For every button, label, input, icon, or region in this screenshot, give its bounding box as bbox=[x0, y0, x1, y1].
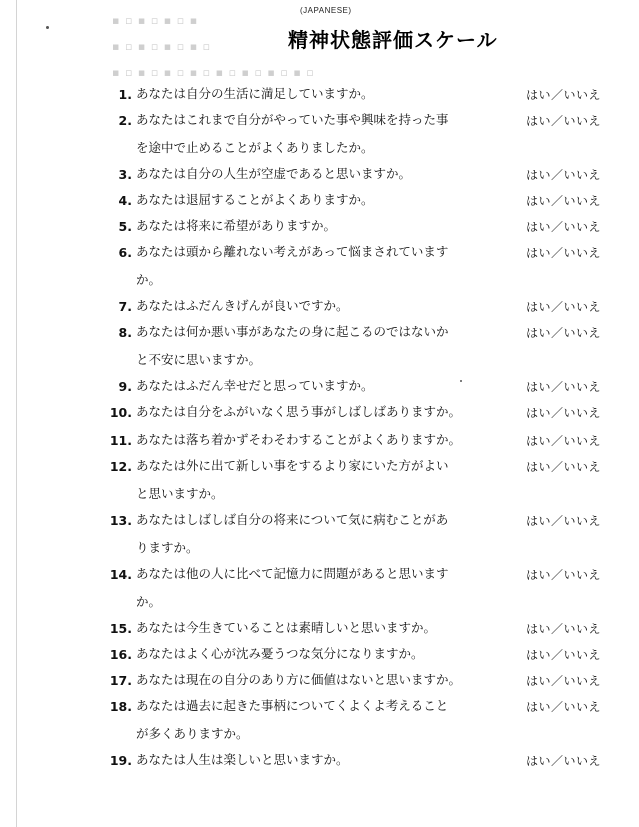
question-text bbox=[136, 80, 492, 108]
question-number: 8. bbox=[118, 325, 132, 340]
question-text-line: を途中で止めることがよくありましたか。 bbox=[136, 140, 374, 155]
yes-no-answer-option[interactable]: はい／いいえ bbox=[526, 434, 602, 448]
question-text-line: あなたは外に出て新しい事をするより家にいた方がよい bbox=[136, 458, 449, 473]
question-number: 4. bbox=[118, 193, 132, 208]
question-text-line: あなたはしばしば自分の将来について気に病むことがあ bbox=[136, 512, 449, 527]
question-number: 11. bbox=[109, 433, 132, 448]
question-text-line: か。 bbox=[136, 594, 162, 609]
bleed-through-line: ▪ ▫ ▪ ▫ ▪ ▫ ▪ ▫ ▪ ▫ ▪ ▫ ▪ ▫ ▪ ▫ bbox=[112, 66, 315, 79]
yes-no-answer-option[interactable]: はい／いいえ bbox=[526, 648, 602, 662]
language-label: (JAPANESE) bbox=[300, 6, 352, 15]
bleed-through-line: ▪ ▫ ▪ ▫ ▪ ▫ ▪ ▫ bbox=[112, 40, 212, 53]
yes-no-answer-option[interactable]: はい／いいえ bbox=[526, 460, 602, 474]
yes-no-answer-option[interactable]: はい／いいえ bbox=[526, 88, 602, 102]
question-text-line: あなたは人生は楽しいと思いますか。 bbox=[136, 752, 349, 767]
yes-no-answer-option[interactable]: はい／いいえ bbox=[526, 114, 602, 128]
question-text bbox=[136, 746, 492, 774]
question-text-line: あなたは退屈することがよくありますか。 bbox=[136, 192, 374, 207]
question-text-line: と思いますか。 bbox=[136, 486, 224, 501]
question-text-line: あなたはふだんきげんが良いですか。 bbox=[136, 298, 349, 313]
question-number: 5. bbox=[118, 219, 132, 234]
question-text-line: あなたは今生きていることは素晴しいと思いますか。 bbox=[136, 620, 437, 635]
question-number: 18. bbox=[109, 699, 132, 714]
question-text-line: あなたはふだん幸せだと思っていますか。 bbox=[136, 378, 374, 393]
yes-no-answer-option[interactable]: はい／いいえ bbox=[526, 220, 602, 234]
question-text bbox=[136, 160, 492, 188]
question-number: 10. bbox=[109, 405, 132, 420]
question-text bbox=[136, 318, 492, 374]
question-text bbox=[136, 452, 492, 508]
question-text bbox=[136, 614, 492, 642]
question-text bbox=[136, 212, 492, 240]
question-text-line: あなたは他の人に比べて記憶力に問題があると思います bbox=[136, 566, 449, 581]
yes-no-answer-option[interactable]: はい／いいえ bbox=[526, 514, 602, 528]
question-number: 1. bbox=[118, 87, 132, 102]
question-number: 15. bbox=[109, 621, 132, 636]
page-title: 精神状態評価スケール bbox=[288, 28, 498, 52]
question-number: 16. bbox=[109, 647, 132, 662]
yes-no-answer-option[interactable]: はい／いいえ bbox=[526, 568, 602, 582]
question-text bbox=[136, 666, 492, 694]
question-text-line: あなたは何か悪い事があなたの身に起こるのではないか bbox=[136, 324, 449, 339]
question-text bbox=[136, 560, 492, 616]
question-text bbox=[136, 692, 492, 748]
question-text bbox=[136, 506, 492, 562]
question-number: 19. bbox=[109, 753, 132, 768]
question-number: 13. bbox=[109, 513, 132, 528]
question-text bbox=[136, 292, 492, 320]
question-text-line: あなたは自分をふがいなく思う事がしばしばありますか。 bbox=[136, 404, 462, 419]
question-text-line: あなたは将来に希望がありますか。 bbox=[136, 218, 337, 233]
question-number: 3. bbox=[118, 167, 132, 182]
yes-no-answer-option[interactable]: はい／いいえ bbox=[526, 622, 602, 636]
question-number: 12. bbox=[109, 459, 132, 474]
question-text-line: あなたは過去に起きた事柄についてくよくよ考えること bbox=[136, 698, 449, 713]
question-number: 2. bbox=[118, 113, 132, 128]
question-text bbox=[136, 398, 492, 426]
yes-no-answer-option[interactable]: はい／いいえ bbox=[526, 754, 602, 768]
question-text-line: あなたはよく心が沈み憂うつな気分になりますか。 bbox=[136, 646, 424, 661]
yes-no-answer-option[interactable]: はい／いいえ bbox=[526, 674, 602, 688]
question-text bbox=[136, 186, 492, 214]
yes-no-answer-option[interactable]: はい／いいえ bbox=[526, 194, 602, 208]
question-text bbox=[136, 106, 492, 162]
question-text bbox=[136, 372, 492, 400]
question-number: 14. bbox=[109, 567, 132, 582]
bleed-through-line: ▪ ▫ ▪ ▫ ▪ ▫ ▪ bbox=[112, 14, 199, 27]
question-text-line: あなたはこれまで自分がやっていた事や興味を持った事 bbox=[136, 112, 449, 127]
question-text-line: あなたは落ち着かずそわそわすることがよくありますか。 bbox=[136, 432, 462, 447]
question-text-line: あなたは自分の人生が空虚であると思いますか。 bbox=[136, 166, 412, 181]
scan-edge-line bbox=[16, 0, 17, 827]
yes-no-answer-option[interactable]: はい／いいえ bbox=[526, 326, 602, 340]
question-number: 6. bbox=[118, 245, 132, 260]
question-text bbox=[136, 640, 492, 668]
yes-no-answer-option[interactable]: はい／いいえ bbox=[526, 168, 602, 182]
question-text bbox=[136, 238, 492, 294]
question-text-line: か。 bbox=[136, 272, 162, 287]
scan-speck bbox=[46, 26, 49, 29]
yes-no-answer-option[interactable]: はい／いいえ bbox=[526, 380, 602, 394]
question-number: 7. bbox=[118, 299, 132, 314]
question-text-line: が多くありますか。 bbox=[136, 726, 249, 741]
yes-no-answer-option[interactable]: はい／いいえ bbox=[526, 246, 602, 260]
question-text-line: あなたは現在の自分のあり方に価値はないと思いますか。 bbox=[136, 672, 462, 687]
question-text-line: と不安に思いますか。 bbox=[136, 352, 262, 367]
question-text-line: あなたは頭から離れない考えがあって悩まされています bbox=[136, 244, 449, 259]
yes-no-answer-option[interactable]: はい／いいえ bbox=[526, 700, 602, 714]
question-text-line: りますか。 bbox=[136, 540, 199, 555]
question-text bbox=[136, 426, 492, 454]
question-number: 9. bbox=[118, 379, 132, 394]
question-text-line: あなたは自分の生活に満足していますか。 bbox=[136, 86, 374, 101]
yes-no-answer-option[interactable]: はい／いいえ bbox=[526, 406, 602, 420]
yes-no-answer-option[interactable]: はい／いいえ bbox=[526, 300, 602, 314]
question-number: 17. bbox=[109, 673, 132, 688]
